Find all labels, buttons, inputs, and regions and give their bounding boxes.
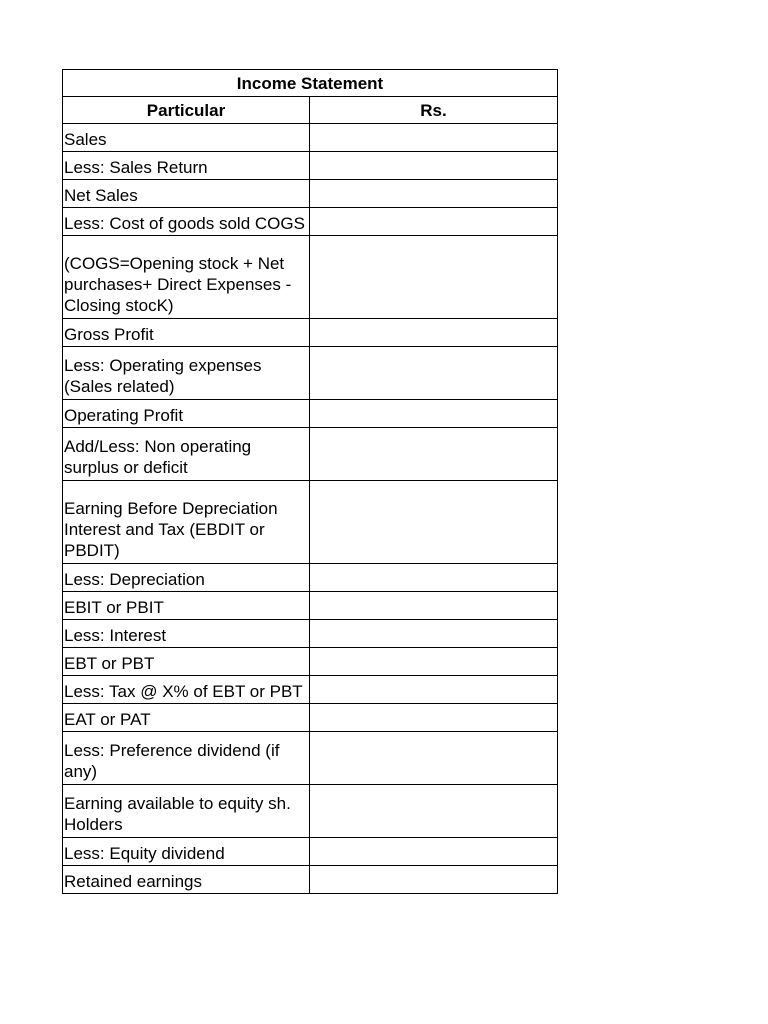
row-particular-cell: Retained earnings — [63, 866, 310, 894]
row-particular-cell: Less: Operating expenses (Sales related) — [63, 347, 310, 400]
header-row — [63, 97, 558, 124]
row-amount-cell[interactable] — [310, 180, 558, 208]
table-row — [63, 838, 558, 866]
row-particular-cell: Add/Less: Non operating surplus or deficit — [63, 428, 310, 481]
table-row — [63, 732, 558, 785]
row-amount-cell[interactable] — [310, 347, 558, 400]
row-particular-cell: EAT or PAT — [63, 704, 310, 732]
row-amount-cell[interactable] — [310, 732, 558, 785]
column-header-amount: Rs. — [310, 97, 558, 124]
row-amount-cell[interactable] — [310, 481, 558, 564]
row-particular-cell: Less: Sales Return — [63, 152, 310, 180]
row-amount-cell[interactable] — [310, 866, 558, 894]
row-amount-cell[interactable] — [310, 124, 558, 152]
title-row — [63, 70, 558, 97]
row-particular-cell: Less: Depreciation — [63, 564, 310, 592]
row-particular-cell: Less: Preference dividend (if any) — [63, 732, 310, 785]
row-particular-cell: Earning Before Depreciation Interest and Tax (EBDIT or PBDIT) — [63, 481, 310, 564]
row-particular-cell: Less: Equity dividend — [63, 838, 310, 866]
row-amount-cell[interactable] — [310, 236, 558, 319]
table-row — [63, 400, 558, 428]
table-row — [63, 676, 558, 704]
table-body — [63, 124, 558, 894]
table-row — [63, 704, 558, 732]
table-row — [63, 620, 558, 648]
table-row — [63, 481, 558, 564]
table-row — [63, 319, 558, 347]
table-row — [63, 648, 558, 676]
row-particular-cell: Less: Tax @ X% of EBT or PBT — [63, 676, 310, 704]
table-row — [63, 208, 558, 236]
row-particular-cell: EBT or PBT — [63, 648, 310, 676]
row-amount-cell[interactable] — [310, 838, 558, 866]
row-particular-cell: (COGS=Opening stock + Net purchases+ Direct Expenses - Closing stocK) — [63, 236, 310, 319]
income-statement-table — [62, 69, 558, 894]
row-amount-cell[interactable] — [310, 704, 558, 732]
row-amount-cell[interactable] — [310, 564, 558, 592]
row-amount-cell[interactable] — [310, 592, 558, 620]
row-particular-cell: EBIT or PBIT — [63, 592, 310, 620]
row-particular-cell: Sales — [63, 124, 310, 152]
table-row — [63, 347, 558, 400]
table-title: Income Statement — [63, 70, 558, 97]
row-amount-cell[interactable] — [310, 319, 558, 347]
table-row — [63, 236, 558, 319]
row-amount-cell[interactable] — [310, 620, 558, 648]
row-particular-cell: Earning available to equity sh. Holders — [63, 785, 310, 838]
row-amount-cell[interactable] — [310, 400, 558, 428]
table-row — [63, 428, 558, 481]
row-particular-cell: Less: Cost of goods sold COGS — [63, 208, 310, 236]
row-particular-cell: Less: Interest — [63, 620, 310, 648]
row-amount-cell[interactable] — [310, 676, 558, 704]
table-row — [63, 124, 558, 152]
table-row — [63, 592, 558, 620]
table-row — [63, 180, 558, 208]
row-particular-cell: Operating Profit — [63, 400, 310, 428]
table-row — [63, 152, 558, 180]
row-amount-cell[interactable] — [310, 428, 558, 481]
table-row — [63, 564, 558, 592]
table-row — [63, 785, 558, 838]
row-amount-cell[interactable] — [310, 648, 558, 676]
income-statement-sheet — [62, 69, 557, 894]
row-amount-cell[interactable] — [310, 785, 558, 838]
row-amount-cell[interactable] — [310, 152, 558, 180]
column-header-particular: Particular — [63, 97, 310, 124]
row-particular-cell: Net Sales — [63, 180, 310, 208]
table-row — [63, 866, 558, 894]
row-amount-cell[interactable] — [310, 208, 558, 236]
row-particular-cell: Gross Profit — [63, 319, 310, 347]
